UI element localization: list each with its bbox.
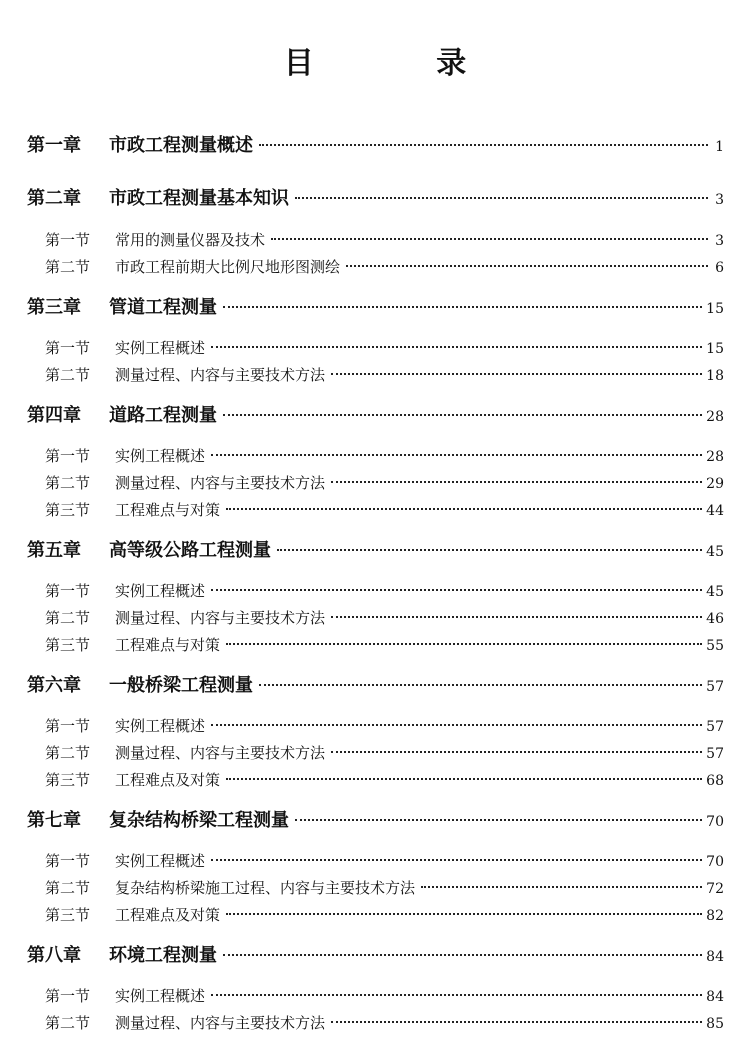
section-number: 第三节 [45,771,91,789]
toc-section-entry[interactable] [45,716,724,737]
section-title: 实例工程概述 [115,339,206,357]
chapter-title: 市政工程测量概述 [109,135,253,156]
page-number: 28 [706,409,724,425]
dot-leader [271,238,708,240]
dot-leader [211,994,702,996]
dot-leader [223,306,702,308]
chapter-number: 第二章 [27,188,81,209]
section-number: 第三节 [45,636,91,654]
page-number: 57 [706,746,724,762]
section-title: 实例工程概述 [115,852,206,870]
toc-section-entry[interactable] [45,257,724,278]
chapter-number: 第七章 [27,810,81,831]
toc-chapter-entry[interactable] [27,539,724,564]
toc-section-entry[interactable] [45,851,724,872]
section-number: 第二节 [45,609,91,627]
toc-section-entry[interactable] [45,338,724,359]
section-number: 第一节 [45,717,91,735]
toc-section-entry[interactable] [45,878,724,899]
page-number: 55 [706,638,724,654]
page-number: 85 [706,1016,724,1032]
section-number: 第一节 [45,582,91,600]
page-number: 46 [706,611,724,627]
section-number: 第一节 [45,987,91,1005]
toc-chapter-entry[interactable] [27,944,724,969]
chapter-title: 一般桥梁工程测量 [109,675,253,696]
chapter-number: 第五章 [27,540,81,561]
toc-chapter-entry[interactable] [27,404,724,429]
dot-leader [331,481,702,483]
chapter-title: 环境工程测量 [109,945,217,966]
dot-leader [295,197,708,199]
toc-chapter-entry[interactable] [27,187,724,212]
dot-leader [259,144,708,146]
section-number: 第二节 [45,258,91,276]
dot-leader [259,684,702,686]
toc-section-entry[interactable] [45,500,724,521]
page-number: 82 [706,908,724,924]
dot-leader [331,751,702,753]
page-number: 45 [706,584,724,600]
toc-section-entry[interactable] [45,635,724,656]
chapter-title: 市政工程测量基本知识 [109,188,289,209]
section-title: 复杂结构桥梁施工过程、内容与主要技术方法 [115,879,416,897]
toc-section-entry[interactable] [45,1013,724,1034]
section-title: 测量过程、内容与主要技术方法 [115,474,326,492]
page-number: 68 [706,773,724,789]
chapter-title: 道路工程测量 [109,405,217,426]
toc-chapter-entry[interactable] [27,134,724,159]
section-title: 测量过程、内容与主要技术方法 [115,609,326,627]
dot-leader [226,778,702,780]
page-number: 45 [706,544,724,560]
section-title: 常用的测量仪器及技术 [115,231,266,249]
page-number: 3 [715,192,724,208]
chapter-number: 第三章 [27,297,81,318]
page-number: 15 [706,301,724,317]
chapter-number: 第一章 [27,135,81,156]
chapter-number: 第四章 [27,405,81,426]
dot-leader [211,724,702,726]
page-number: 44 [706,503,724,519]
dot-leader [223,954,702,956]
page-number: 72 [706,881,724,897]
dot-leader [226,913,702,915]
toc-chapter-entry[interactable] [27,809,724,834]
page-number: 57 [706,679,724,695]
dot-leader [331,1021,702,1023]
chapter-title: 高等级公路工程测量 [109,540,271,561]
toc-section-entry[interactable] [45,365,724,386]
section-number: 第一节 [45,852,91,870]
toc-section-entry[interactable] [45,743,724,764]
section-number: 第一节 [45,339,91,357]
dot-leader [211,859,702,861]
section-title: 工程难点与对策 [115,636,221,654]
dot-leader [226,643,702,645]
section-number: 第二节 [45,1014,91,1032]
section-number: 第三节 [45,501,91,519]
section-number: 第二节 [45,474,91,492]
toc-section-entry[interactable] [45,230,724,251]
dot-leader [346,265,708,267]
toc-section-entry[interactable] [45,581,724,602]
dot-leader [211,346,702,348]
page-number: 57 [706,719,724,735]
toc-section-entry[interactable] [45,608,724,629]
page-number: 70 [706,854,724,870]
toc-section-entry[interactable] [45,473,724,494]
chapter-number: 第八章 [27,945,81,966]
section-title: 市政工程前期大比例尺地形图测绘 [115,258,341,276]
page-number: 6 [715,260,724,276]
section-number: 第二节 [45,366,91,384]
toc-section-entry[interactable] [45,770,724,791]
section-title: 工程难点及对策 [115,771,221,789]
page-title: 目 录 [283,46,523,81]
page-number: 29 [706,476,724,492]
dot-leader [211,589,702,591]
section-title: 工程难点及对策 [115,906,221,924]
toc-section-entry[interactable] [45,905,724,926]
section-title: 测量过程、内容与主要技术方法 [115,1014,326,1032]
toc-chapter-entry[interactable] [27,296,724,321]
toc-chapter-entry[interactable] [27,674,724,699]
section-number: 第一节 [45,231,91,249]
page-number: 1 [715,139,724,155]
chapter-number: 第六章 [27,675,81,696]
dot-leader [211,454,702,456]
section-title: 实例工程概述 [115,987,206,1005]
section-title: 实例工程概述 [115,447,206,465]
section-number: 第一节 [45,447,91,465]
toc-section-entry[interactable] [45,446,724,467]
dot-leader [421,886,702,888]
section-title: 测量过程、内容与主要技术方法 [115,744,326,762]
dot-leader [295,819,702,821]
page-number: 84 [706,989,724,1005]
chapter-title: 复杂结构桥梁工程测量 [109,810,289,831]
dot-leader [331,616,702,618]
section-title: 实例工程概述 [115,717,206,735]
page-number: 15 [706,341,724,357]
page-number: 18 [706,368,724,384]
section-title: 工程难点与对策 [115,501,221,519]
page-number: 84 [706,949,724,965]
page-number: 28 [706,449,724,465]
dot-leader [226,508,702,510]
section-number: 第二节 [45,879,91,897]
toc-section-entry[interactable] [45,986,724,1007]
dot-leader [331,373,702,375]
section-number: 第三节 [45,906,91,924]
section-title: 测量过程、内容与主要技术方法 [115,366,326,384]
chapter-title: 管道工程测量 [109,297,217,318]
page-number: 70 [706,814,724,830]
dot-leader [223,414,702,416]
page-number: 3 [715,233,724,249]
section-title: 实例工程概述 [115,582,206,600]
dot-leader [277,549,702,551]
section-number: 第二节 [45,744,91,762]
